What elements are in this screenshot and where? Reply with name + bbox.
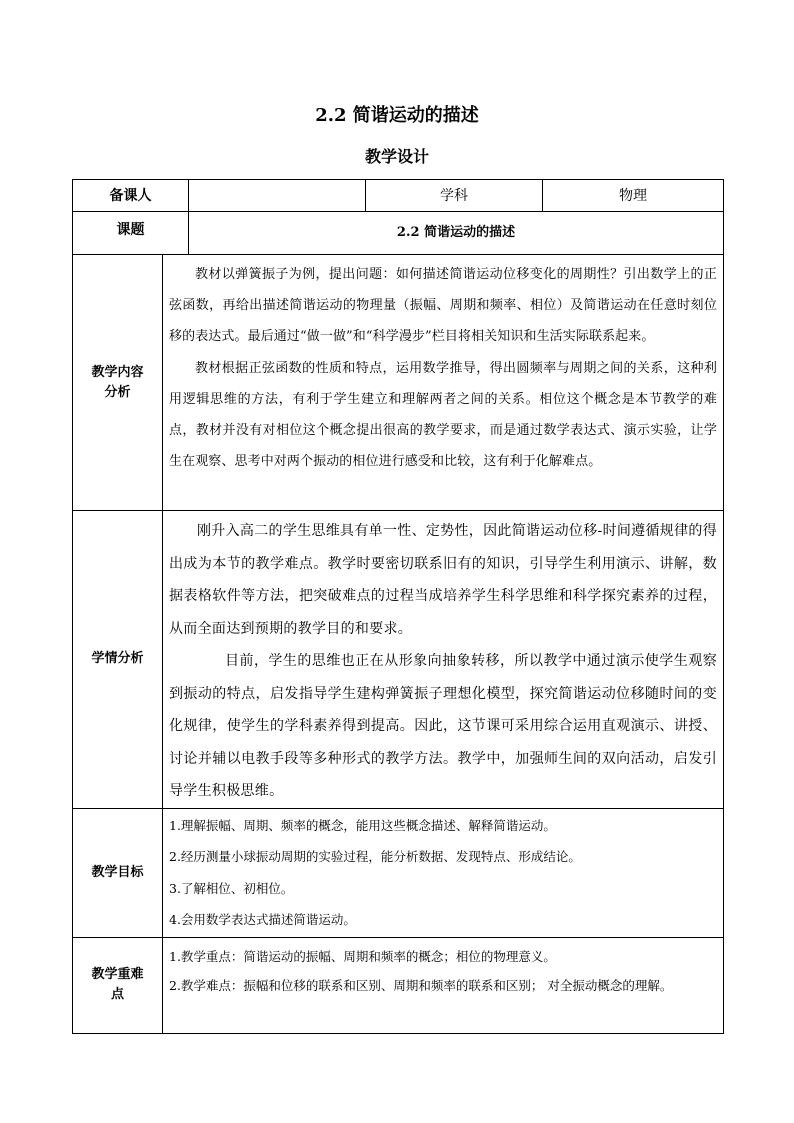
content-paragraph: 教材根据正弦函数的性质和特点，运用数学推导，得出圆频率与周期之间的关系，这种利用逻辑思维的方法，有利于学生建立和理解两者之间的关系。相位这个概念是本节教学的难点，教材并没有对相位这个概念提出很高的教学要求，而是通过数学表达式、演示实验，让学生在观察、思考中对两个振动的相位进行感受和比较，这有利于化解难点。 [169,360,717,470]
keypoints-label [73,937,163,1033]
topic-value: 2.2 简谐运动的描述 [189,212,724,255]
students-analysis-label: 学情分析 [73,511,163,809]
content-paragraph: 教材以弹簧振子为例，提出问题：如何描述简谐运动位移变化的周期性？引出数学上的正弦函数，再给出描述简谐运动的物理量（振幅、周期和频率、相位）及简谐运动在任意时刻位移的表达式。最后通过“做一做”和“科学漫步”栏目将相关知识和生活实际联系起来。 [169,267,717,345]
goal-item: 2.经历测量小球振动周期的实验过程，能分析数据、发现特点、形成结论。 [169,849,581,864]
students-paragraph: 目前，学生的思维也正在从形象向抽象转移，所以教学中通过演示使学生观察到振动的特点，启发指导学生建构弹簧振子理想化模型，探究简谐运动位移随时间的变化规律，使学生的学科素养得到提高。因此，这节课可采用综合运用直观演示、讲授、讨论并辅以电教手段等多种形式的教学方法。教学中，加强师生间的双向活动，启发引导学生积极思维。 [169,653,717,799]
goal-item: 1.理解振幅、周期、频率的概念，能用这些概念描述、解释简谐运动。 [169,817,556,833]
lesson-plan-table [72,179,724,255]
table-row-preparer [73,180,724,212]
goals-list [163,808,724,937]
content-label-line2: 分析 [104,384,131,400]
subject-value: 物理 [543,180,724,212]
table-row-topic [73,212,724,255]
content-label-line1: 教学内容 [91,364,144,380]
preparer-label: 备课人 [73,180,189,212]
goal-item: 3.了解相位、初相位。 [169,880,294,896]
preparer-value [189,180,366,212]
keypoints-label-line2: 点 [110,987,124,1002]
table-row-goals [73,808,724,937]
keypoint-item: 2.教学难点：振幅和位移的联系和区别、周期和频率的联系和区别； 对全振动概念的理解。 [169,977,673,993]
content-analysis-text [163,255,724,511]
keypoints-label-line1: 教学重难 [91,967,144,982]
students-paragraph: 刚升入高二的学生思维具有单一性、定势性，因此简谐运动位移-时间遵循规律的得出成为本节的教学难点。教学时要密切联系旧有的知识，引导学生利用演示、讲解，数据表格软件等方法，把突破难点的过程当成培养学生科学思维和科学探究素养的过程，从而全面达到预期的教学目的和要求。 [169,523,717,637]
table-row-keypoints [73,937,724,1033]
goals-label: 教学目标 [73,808,163,937]
students-analysis-text [163,511,724,809]
document-subtitle: 教学设计 [364,147,429,166]
topic-label: 课题 [73,212,189,255]
table-row-content [73,255,724,511]
document-title: 2.2 简谐运动的描述 [315,105,479,126]
lesson-plan-table-body [72,254,724,1034]
goal-item: 4.会用数学表达式描述简谐运动。 [169,912,356,927]
table-row-students [73,511,724,809]
keypoint-item: 1.教学重点：简谐运动的振幅、周期和频率的概念；相位的物理意义。 [169,948,556,964]
subject-label: 学科 [366,180,543,212]
keypoints-list [163,937,724,1033]
content-analysis-label [73,255,163,511]
